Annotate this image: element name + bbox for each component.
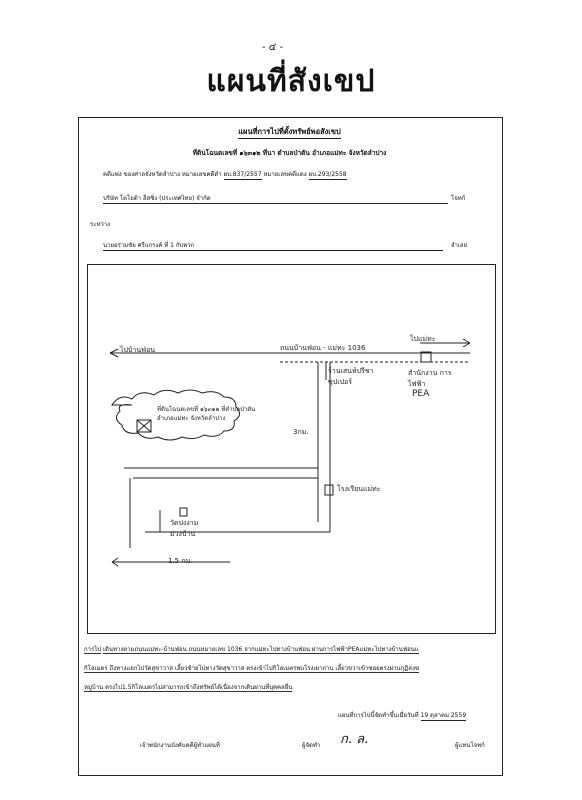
route-description: [84, 640, 494, 697]
left-destination-label: ไปบ้านฟ่อน: [120, 346, 156, 354]
court-label: คดีแพ่ง: [103, 171, 122, 178]
road-label: ถนนบ้านฟ่อน - แม่ทะ 1036: [280, 344, 366, 352]
route-line-3: หมู่บ้าน ตรงไป1.5กิโลเมตรไม่สามารถเข้าถึงทรัพย์ได้เนื่องจากเดินผ่านที่บุคคลอื่น: [84, 684, 293, 691]
red-case-no: ผบ.293/2558: [308, 171, 347, 178]
officer-label: เจ้าพนักงานบังคับคดีผู้ทำแผนที่: [140, 742, 220, 749]
pea-office-label: สำนักงาน การไฟฟ้า: [408, 369, 452, 388]
distance-1-5km: 1.5 กม.: [168, 557, 193, 565]
plaintiff-rep-label: ผู้แทนโจทก์: [455, 742, 485, 749]
plaintiff-role: โจทก์: [451, 195, 466, 202]
black-case-no: ผบ.837/2557: [223, 171, 262, 178]
temple-label: วัดปงงาม ม่วงบ้าน: [170, 519, 199, 538]
property-label: ที่ดินโฉนดเลขที่ ๑๖๓๑๒ ที่ตำบลป่าตัน อำเภอแม่ทะ จังหวัดลำปาง: [157, 406, 256, 422]
defendant-name: นายอร่ามชัย ศรีแกรงค์ ที่ 1 กับพวก: [103, 242, 195, 249]
distance-3km: 3กม.: [293, 428, 309, 436]
right-destination-label: ไปแม่ทะ: [410, 335, 436, 343]
land-line: ที่ดินโฉนดเลขที่ ๑๖๓๑๒ ที่นา ตำบลป่าตัน อำเภอแม่ทะ จังหวัดลำปาง: [192, 149, 387, 157]
shop-label: ร้านเสน่ห์ปรีชา ซุปเปอร์: [328, 367, 374, 386]
between-label: ระหว่าง: [90, 221, 111, 228]
maker-label: ผู้จัดทำ: [302, 742, 321, 749]
signature: ก. ล.: [340, 732, 369, 747]
made-on-label: แผนที่การไปนี้จัดทำขึ้นเมื่อวันที่: [338, 712, 419, 719]
page-number: - ๔ -: [262, 42, 284, 53]
page-title: แผนที่สังเขป: [206, 64, 376, 99]
black-case-label: หมายเลขคดีดำ: [181, 171, 222, 178]
form-heading: แผนที่การไปที่ตั้งทรัพย์พอสังเขป: [78, 126, 501, 139]
made-on-date: 19 ตุลาคม 2559: [420, 712, 467, 719]
route-line-2: กิโลเมตร ถึงทางแยกไปวัดสุขาวาส เลี้ยวซ้ายไปทางวัดสุขาวาส ตรงเข้าไปกิโลเมตรพบโรงเผาถ่าน เลี้ยวขวาเข้าซอยตรงผ่านกุฏิสงฆ: [84, 665, 420, 672]
plaintiff-name: บริษัท โตโยต้า ลีสซิ่ง (ประเทศไทย) จำกัด: [103, 195, 211, 202]
pea-code: PEA: [412, 389, 430, 399]
made-on-line: [338, 710, 466, 721]
route-line-1: การไป เดินทางตามถนนแม่ทะ-บ้านฟ่อน ถนนหมายเลข 1036 จากแม่ทะไปทางบ้านฟ่อน ผ่านการไฟฟ้าPEAแม่ทะไปทางบ้านฟ่อนแ: [84, 646, 419, 653]
court-name: ของศาลจังหวัดลำปาง: [123, 171, 180, 178]
red-case-label: หมายเลขคดีแดง: [263, 171, 307, 178]
school-label: โรงเรียนแม่ทะ: [337, 485, 381, 493]
defendant-role: จำเลย: [451, 242, 468, 249]
